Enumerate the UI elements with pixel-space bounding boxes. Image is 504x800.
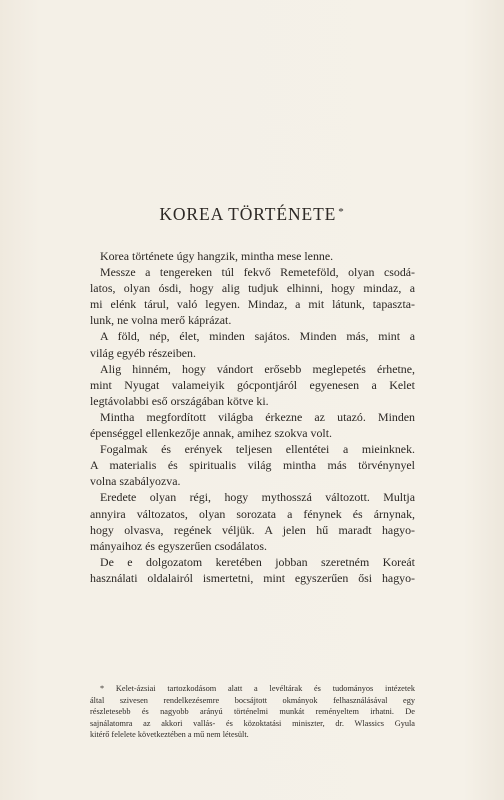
text-line: világ egyéb részeiben.	[90, 345, 196, 360]
footnote-line: kitérő felelete következtében a mű nem létesült.	[90, 730, 249, 740]
text-line: latos, olyan ósdi, hogy alig tudjuk elhinni, hogy mindaz, a	[90, 281, 415, 296]
chapter-title	[0, 204, 504, 225]
text-line: annyira változatos, olyan sorozata a fénynek és árnynak,	[90, 506, 415, 521]
footnote-line: sajnálatomra az akkori vallás- és közoktatási miniszter, dr. Wlassics Gyula	[90, 718, 415, 728]
body-text	[90, 248, 415, 586]
text-line: Korea története úgy hangzik, mintha mese lenne.	[100, 249, 334, 263]
text-line: A föld, nép, élet, minden sajátos. Minden más, mint a	[100, 329, 415, 344]
paragraph	[90, 554, 415, 586]
text-line: mint Nyugat valameiyik gócpontjáról egyenesen a Kelet	[90, 377, 415, 392]
text-line: Fogalmak és erények teljesen ellentétei a mieinknek.	[100, 442, 415, 457]
text-line: épenséggel ellenkezője annak, amihez szokva volt.	[90, 426, 333, 441]
text-line: legtávolabbi eső országában kötve ki.	[90, 393, 269, 408]
text-line: De e dolgozatom keretében jobban szeretném Koreát	[100, 554, 415, 569]
footnote-line: által szivesen rendelkezésemre bocsájtott okmányok felhasználásával egy	[90, 695, 415, 705]
text-line: A materialis és spiritualis világ mintha más törvénynyel	[90, 458, 415, 473]
text-line: Eredete olyan régi, hogy mythosszá változott. Multja	[100, 490, 415, 505]
text-line: volna szabályozva.	[90, 474, 181, 489]
footnote-marker: *	[338, 206, 345, 218]
chapter-title-text: KOREA TÖRTÉNETE	[159, 204, 337, 224]
paragraph	[90, 489, 415, 553]
footnote	[90, 683, 415, 741]
text-line: használati oldalairól ismertetni, mint egyszerűen ősi hagyo-	[90, 570, 415, 585]
paragraph	[90, 361, 415, 409]
text-line: lunk, ne volna merő káprázat.	[90, 313, 232, 328]
footnote-line: részletesebb és nagyobb arányú történelmi munkát reményeltem irhatni. De	[90, 707, 415, 717]
text-line: Alig hinném, hogy vándort erősebb meglepetés érhetne,	[100, 361, 415, 376]
text-line: mi elénk tárul, való legyen. Mindaz, a mit látunk, tapaszta-	[90, 297, 415, 312]
paragraph	[90, 264, 415, 328]
paragraph	[90, 409, 415, 441]
text-line: Messze a tengereken túl fekvő Remeteföld, olyan csodá-	[100, 265, 415, 280]
footnote-line: * Kelet-ázsiai tartozkodásom alatt a levéltárak és tudományos intézetek	[100, 684, 415, 693]
text-line: mányaihoz és egyszerűen csodálatos.	[90, 538, 267, 553]
paragraph	[90, 328, 415, 360]
paragraph	[90, 441, 415, 489]
paragraph	[90, 248, 415, 264]
text-line: hogy olvasva, regének véljük. A jelen hű maradt hagyo-	[90, 522, 415, 537]
text-line: Mintha megfordított világba érkezne az utazó. Minden	[100, 409, 415, 424]
